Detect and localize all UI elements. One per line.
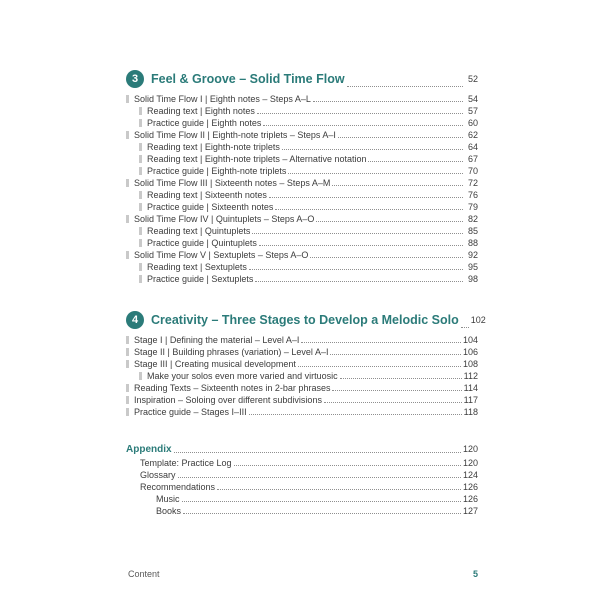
indent-bar-icon	[126, 336, 129, 344]
dot-leader	[259, 245, 463, 246]
toc-entry-title: Solid Time Flow IV | Quintuplets – Steps A–O	[134, 214, 315, 224]
dot-leader	[316, 221, 463, 222]
dot-leader	[217, 489, 461, 490]
toc-entry	[126, 261, 478, 273]
dot-leader	[257, 113, 463, 114]
section-entries	[126, 457, 478, 517]
toc-entry-page: 124	[462, 470, 478, 480]
indent-bar-icon	[139, 119, 142, 127]
toc-content	[126, 68, 486, 517]
indent-bar-icon	[126, 215, 129, 223]
dot-leader	[340, 378, 462, 379]
dot-leader	[310, 257, 463, 258]
toc-entry-title: Stage II | Building phrases (variation) – Level A–I	[134, 347, 329, 357]
footer-label: Content	[128, 569, 160, 579]
toc-entry	[126, 189, 478, 201]
toc-entry-title: Books	[156, 506, 182, 516]
toc-entry-title: Stage III | Creating musical development	[134, 359, 296, 369]
toc-entry-page: 82	[467, 214, 478, 224]
toc-entry-page: 126	[462, 482, 478, 492]
toc-entry	[126, 117, 478, 129]
indent-bar-icon	[139, 239, 142, 247]
toc-entry	[126, 382, 478, 394]
indent-bar-icon	[139, 263, 142, 271]
indent-bar-icon	[126, 251, 129, 259]
indent-bar-icon	[139, 275, 142, 283]
toc-entry	[126, 201, 478, 213]
indent-bar-icon	[126, 396, 129, 404]
toc-entry-page: 114	[463, 383, 478, 393]
toc-entry	[126, 105, 478, 117]
toc-entry-page: 64	[467, 142, 478, 152]
section-entries	[126, 93, 478, 285]
toc-entry-title: Practice guide | Eighth notes	[147, 118, 262, 128]
toc-entry	[126, 481, 478, 493]
dot-leader	[183, 513, 461, 514]
toc-entry-title: Glossary	[140, 470, 176, 480]
indent-bar-icon	[139, 203, 142, 211]
toc-entry-page: 79	[467, 202, 478, 212]
toc-entry-title: Reading text | Eighth notes	[147, 106, 255, 116]
toc-entry-title: Reading text | Quintuplets	[147, 226, 251, 236]
dot-leader	[178, 477, 461, 478]
dot-leader	[269, 197, 463, 198]
section-heading	[126, 442, 478, 456]
indent-bar-icon	[126, 408, 129, 416]
dot-leader	[263, 125, 463, 126]
section-page-number: 52	[467, 74, 478, 84]
page-footer	[128, 569, 478, 579]
indent-bar-icon	[126, 360, 129, 368]
toc-entry-page: 95	[467, 262, 478, 272]
toc-entry	[126, 273, 478, 285]
toc-entry-page: 120	[462, 458, 478, 468]
toc-entry-title: Solid Time Flow II | Eighth-note triplets – Steps A–I	[134, 130, 336, 140]
toc-entry	[126, 153, 478, 165]
toc-entry-page: 118	[463, 407, 478, 417]
section-page-number: 120	[462, 444, 478, 454]
toc-section	[126, 309, 486, 418]
toc-entry-page: 117	[463, 395, 478, 405]
toc-entry-title: Make your solos even more varied and virtuosic	[147, 371, 338, 381]
toc-entry-page: 72	[467, 178, 478, 188]
dot-leader	[249, 414, 462, 415]
dot-leader	[174, 452, 461, 453]
toc-entry-title: Solid Time Flow I | Eighth notes – Steps A–L	[134, 94, 311, 104]
toc-entry-page: 57	[467, 106, 478, 116]
indent-bar-icon	[139, 191, 142, 199]
toc-entry-page: 127	[462, 506, 478, 516]
toc-entry-title: Solid Time Flow III | Sixteenth notes – Steps A–M	[134, 178, 331, 188]
section-title: Appendix	[126, 443, 172, 455]
dot-leader	[275, 209, 463, 210]
toc-entry-page: 108	[462, 359, 478, 369]
section-heading	[126, 68, 478, 90]
toc-entry-title: Template: Practice Log	[140, 458, 232, 468]
toc-entry-title: Stage I | Defining the material – Level A–I	[134, 335, 300, 345]
section-page-number: 102	[470, 315, 486, 325]
toc-entry	[126, 406, 478, 418]
dot-leader	[347, 86, 463, 87]
dot-leader	[332, 185, 463, 186]
toc-entry	[126, 249, 478, 261]
toc-entry	[126, 370, 478, 382]
toc-entry	[126, 358, 478, 370]
dot-leader	[313, 101, 463, 102]
indent-bar-icon	[126, 95, 129, 103]
dot-leader	[252, 233, 463, 234]
section-title: Feel & Groove – Solid Time Flow	[151, 72, 345, 86]
toc-entry	[126, 505, 478, 517]
section-number-badge: 3	[126, 70, 144, 88]
toc-entry-title: Reading text | Sixteenth notes	[147, 190, 267, 200]
toc-entry	[126, 493, 478, 505]
toc-entry-page: 76	[467, 190, 478, 200]
toc-entry-title: Inspiration – Soloing over different subdivisions	[134, 395, 322, 405]
toc-entry-page: 85	[467, 226, 478, 236]
toc-entry-title: Solid Time Flow V | Sextuplets – Steps A–O	[134, 250, 309, 260]
toc-entry-page: 62	[467, 130, 478, 140]
toc-entry-page: 70	[467, 166, 478, 176]
dot-leader	[234, 465, 461, 466]
toc-entry	[126, 165, 478, 177]
toc-entry-title: Practice guide | Sextuplets	[147, 274, 254, 284]
toc-entry	[126, 237, 478, 249]
dot-leader	[282, 149, 463, 150]
toc-entry-page: 106	[462, 347, 478, 357]
dot-leader	[332, 390, 461, 391]
toc-entry-title: Recommendations	[140, 482, 216, 492]
dot-leader	[182, 501, 461, 502]
toc-entry	[126, 394, 478, 406]
indent-bar-icon	[139, 167, 142, 175]
toc-entry	[126, 457, 478, 469]
toc-entry-page: 88	[467, 238, 478, 248]
toc-entry-title: Practice guide | Quintuplets	[147, 238, 257, 248]
toc-entry-title: Practice guide | Sixteenth notes	[147, 202, 274, 212]
dot-leader	[288, 173, 463, 174]
toc-entry-title: Reading text | Eighth-note triplets	[147, 142, 280, 152]
toc-entry	[126, 469, 478, 481]
toc-entry	[126, 177, 478, 189]
section-number-badge: 4	[126, 311, 144, 329]
toc-entry-page: 126	[462, 494, 478, 504]
dot-leader	[461, 327, 469, 328]
indent-bar-icon	[126, 179, 129, 187]
dot-leader	[298, 366, 461, 367]
toc-section	[126, 68, 478, 285]
toc-entry	[126, 346, 478, 358]
toc-entry-page: 60	[467, 118, 478, 128]
section-entries	[126, 334, 478, 418]
section-title: Creativity – Three Stages to Develop a Melodic Solo	[151, 313, 459, 327]
toc-entry	[126, 334, 478, 346]
indent-bar-icon	[126, 348, 129, 356]
toc-entry-page: 54	[467, 94, 478, 104]
indent-bar-icon	[139, 372, 142, 380]
toc-entry-page: 92	[467, 250, 478, 260]
toc-entry	[126, 141, 478, 153]
toc-entry	[126, 225, 478, 237]
toc-entry-title: Practice guide | Eighth-note triplets	[147, 166, 287, 176]
dot-leader	[368, 161, 463, 162]
indent-bar-icon	[139, 155, 142, 163]
indent-bar-icon	[139, 143, 142, 151]
toc-entry	[126, 213, 478, 225]
toc-entry	[126, 129, 478, 141]
dot-leader	[301, 342, 461, 343]
toc-entry-title: Reading Texts – Sixteenth notes in 2-bar phrases	[134, 383, 331, 393]
toc-entry-title: Reading text | Sextuplets	[147, 262, 247, 272]
dot-leader	[324, 402, 462, 403]
indent-bar-icon	[139, 227, 142, 235]
dot-leader	[330, 354, 461, 355]
toc-entry-title: Reading text | Eighth-note triplets – Alternative notation	[147, 154, 367, 164]
toc-entry	[126, 93, 478, 105]
toc-entry-page: 104	[462, 335, 478, 345]
toc-entry-title: Music	[156, 494, 180, 504]
toc-entry-page: 112	[463, 371, 478, 381]
dot-leader	[249, 269, 463, 270]
dot-leader	[338, 137, 463, 138]
dot-leader	[255, 281, 463, 282]
indent-bar-icon	[126, 384, 129, 392]
footer-page-number: 5	[472, 569, 478, 579]
toc-entry-page: 67	[467, 154, 478, 164]
toc-entry-page: 98	[467, 274, 478, 284]
section-heading	[126, 309, 486, 331]
toc-section	[126, 442, 478, 517]
toc-entry-title: Practice guide – Stages I–III	[134, 407, 247, 417]
indent-bar-icon	[139, 107, 142, 115]
indent-bar-icon	[126, 131, 129, 139]
